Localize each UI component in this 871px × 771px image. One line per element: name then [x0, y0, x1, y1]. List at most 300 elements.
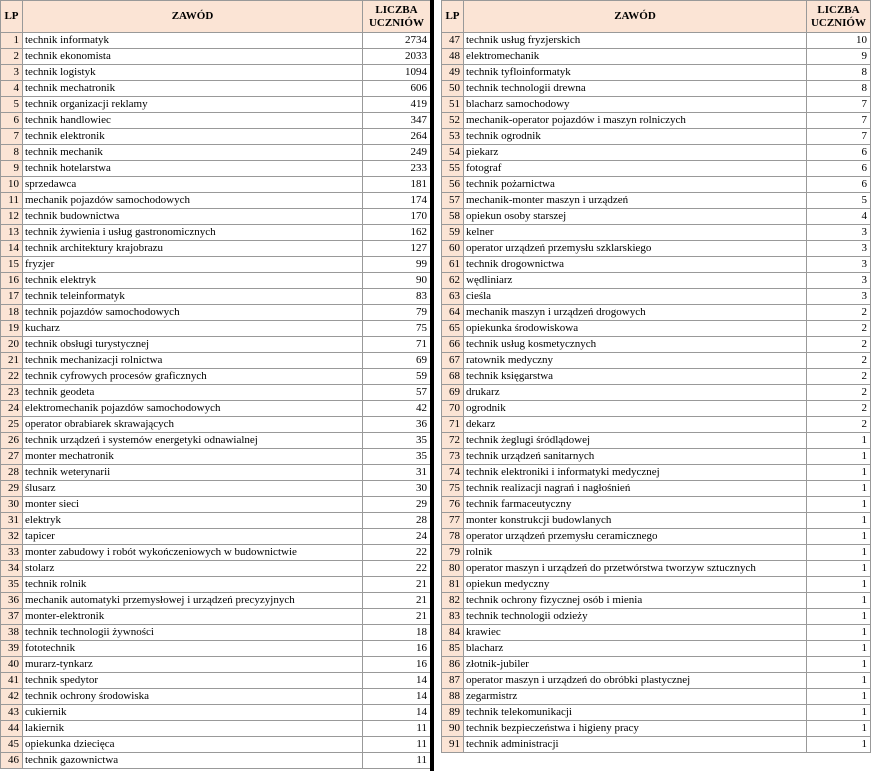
row-student-count: 1	[807, 561, 871, 577]
table-row	[442, 529, 871, 545]
row-lp: 19	[1, 321, 23, 337]
table-row	[442, 193, 871, 209]
row-occupation: kelner	[464, 225, 807, 241]
row-occupation: technik handlowiec	[23, 113, 363, 129]
table-row	[442, 673, 871, 689]
table-row	[1, 545, 431, 561]
row-student-count: 2	[807, 401, 871, 417]
header-lp: LP	[442, 1, 464, 33]
row-occupation: technik ochrony fizycznej osób i mienia	[464, 593, 807, 609]
table-row	[1, 129, 431, 145]
row-occupation: krawiec	[464, 625, 807, 641]
row-occupation: elektromechanik pojazdów samochodowych	[23, 401, 363, 417]
row-student-count: 1	[807, 497, 871, 513]
table-row	[442, 721, 871, 737]
row-occupation: lakiernik	[23, 721, 363, 737]
header-liczba	[363, 1, 431, 33]
row-student-count: 21	[363, 593, 431, 609]
row-lp: 27	[1, 449, 23, 465]
row-occupation: technik elektroniki i informatyki medycznej	[464, 465, 807, 481]
row-occupation: stolarz	[23, 561, 363, 577]
row-lp: 51	[442, 97, 464, 113]
row-occupation: technik księgarstwa	[464, 369, 807, 385]
table-row	[442, 289, 871, 305]
row-occupation: technik organizacji reklamy	[23, 97, 363, 113]
row-lp: 76	[442, 497, 464, 513]
row-lp: 72	[442, 433, 464, 449]
table-row	[1, 65, 431, 81]
row-student-count: 1	[807, 545, 871, 561]
row-occupation: technik usług fryzjerskich	[464, 33, 807, 49]
row-lp: 71	[442, 417, 464, 433]
row-student-count: 7	[807, 129, 871, 145]
row-occupation: elektryk	[23, 513, 363, 529]
table-row	[442, 145, 871, 161]
row-lp: 7	[1, 129, 23, 145]
row-student-count: 174	[363, 193, 431, 209]
table-row	[1, 625, 431, 641]
row-occupation: monter-elektronik	[23, 609, 363, 625]
table-row	[1, 385, 431, 401]
row-lp: 14	[1, 241, 23, 257]
table-row	[1, 529, 431, 545]
row-student-count: 75	[363, 321, 431, 337]
table-row	[442, 385, 871, 401]
table-row	[442, 497, 871, 513]
row-student-count: 1	[807, 689, 871, 705]
table-row	[442, 401, 871, 417]
row-lp: 81	[442, 577, 464, 593]
row-occupation: technik obsługi turystycznej	[23, 337, 363, 353]
table-row	[1, 49, 431, 65]
table-row	[442, 257, 871, 273]
row-occupation: technik tyfloinformatyk	[464, 65, 807, 81]
row-student-count: 8	[807, 65, 871, 81]
row-lp: 84	[442, 625, 464, 641]
table-row	[442, 577, 871, 593]
row-occupation: murarz-tynkarz	[23, 657, 363, 673]
row-occupation: mechanik automatyki przemysłowej i urządzeń precyzyjnych	[23, 593, 363, 609]
row-lp: 59	[442, 225, 464, 241]
row-student-count: 2734	[363, 33, 431, 49]
table-row	[1, 641, 431, 657]
row-lp: 8	[1, 145, 23, 161]
row-lp: 21	[1, 353, 23, 369]
row-student-count: 2	[807, 353, 871, 369]
row-student-count: 22	[363, 545, 431, 561]
row-occupation: technik bezpieczeństwa i higieny pracy	[464, 721, 807, 737]
row-occupation: ratownik medyczny	[464, 353, 807, 369]
row-occupation: mechanik maszyn i urządzeń drogowych	[464, 305, 807, 321]
row-occupation: rolnik	[464, 545, 807, 561]
table-left-body	[1, 33, 431, 769]
table-row	[1, 481, 431, 497]
row-student-count: 2	[807, 385, 871, 401]
row-student-count: 6	[807, 145, 871, 161]
row-lp: 1	[1, 33, 23, 49]
row-lp: 60	[442, 241, 464, 257]
table-right	[441, 0, 871, 753]
row-student-count: 2	[807, 417, 871, 433]
row-student-count: 31	[363, 465, 431, 481]
table-row	[442, 353, 871, 369]
table-left	[0, 0, 431, 769]
row-student-count: 30	[363, 481, 431, 497]
row-occupation: technik technologii żywności	[23, 625, 363, 641]
row-occupation: mechanik-monter maszyn i urządzeń	[464, 193, 807, 209]
table-row	[442, 465, 871, 481]
table-row	[1, 81, 431, 97]
row-student-count: 4	[807, 209, 871, 225]
row-lp: 53	[442, 129, 464, 145]
row-lp: 48	[442, 49, 464, 65]
table-row	[1, 33, 431, 49]
row-occupation: technik żywienia i usług gastronomicznych	[23, 225, 363, 241]
row-occupation: mechanik-operator pojazdów i maszyn rolniczych	[464, 113, 807, 129]
row-lp: 61	[442, 257, 464, 273]
row-occupation: ogrodnik	[464, 401, 807, 417]
table-row	[442, 225, 871, 241]
row-student-count: 42	[363, 401, 431, 417]
row-occupation: monter mechatronik	[23, 449, 363, 465]
table-row	[442, 177, 871, 193]
row-student-count: 16	[363, 657, 431, 673]
row-lp: 11	[1, 193, 23, 209]
row-occupation: technik mechanik	[23, 145, 363, 161]
row-lp: 10	[1, 177, 23, 193]
row-lp: 34	[1, 561, 23, 577]
row-lp: 62	[442, 273, 464, 289]
row-student-count: 28	[363, 513, 431, 529]
row-student-count: 1	[807, 465, 871, 481]
row-occupation: monter zabudowy i robót wykończeniowych w budownictwie	[23, 545, 363, 561]
row-lp: 17	[1, 289, 23, 305]
row-lp: 15	[1, 257, 23, 273]
row-student-count: 1	[807, 673, 871, 689]
row-student-count: 1	[807, 433, 871, 449]
row-occupation: technik logistyk	[23, 65, 363, 81]
row-occupation: technik weterynarii	[23, 465, 363, 481]
table-row	[442, 33, 871, 49]
column-divider	[430, 0, 434, 771]
table-row	[442, 641, 871, 657]
row-student-count: 3	[807, 257, 871, 273]
row-lp: 43	[1, 705, 23, 721]
row-lp: 75	[442, 481, 464, 497]
row-occupation: technik hotelarstwa	[23, 161, 363, 177]
table-row	[442, 97, 871, 113]
row-student-count: 1094	[363, 65, 431, 81]
table-row	[442, 273, 871, 289]
row-lp: 9	[1, 161, 23, 177]
row-lp: 74	[442, 465, 464, 481]
table-row	[442, 337, 871, 353]
table-row	[1, 417, 431, 433]
row-lp: 46	[1, 753, 23, 769]
row-occupation: opiekun medyczny	[464, 577, 807, 593]
row-student-count: 1	[807, 577, 871, 593]
table-row	[442, 657, 871, 673]
row-student-count: 9	[807, 49, 871, 65]
row-lp: 22	[1, 369, 23, 385]
header-liczba-line2: UCZNIÓW	[368, 16, 424, 29]
row-student-count: 18	[363, 625, 431, 641]
row-lp: 67	[442, 353, 464, 369]
row-lp: 16	[1, 273, 23, 289]
row-occupation: technik rolnik	[23, 577, 363, 593]
table-row	[442, 609, 871, 625]
row-student-count: 264	[363, 129, 431, 145]
row-occupation: opiekunka środowiskowa	[464, 321, 807, 337]
row-occupation: technik drogownictwa	[464, 257, 807, 273]
row-lp: 2	[1, 49, 23, 65]
row-student-count: 21	[363, 609, 431, 625]
header-zawod: ZAWÓD	[23, 1, 363, 33]
table-row	[442, 209, 871, 225]
row-student-count: 83	[363, 289, 431, 305]
row-student-count: 1	[807, 705, 871, 721]
row-student-count: 1	[807, 481, 871, 497]
row-student-count: 24	[363, 529, 431, 545]
row-lp: 69	[442, 385, 464, 401]
table-right-body	[442, 33, 871, 753]
table-row	[1, 113, 431, 129]
row-student-count: 6	[807, 161, 871, 177]
row-lp: 79	[442, 545, 464, 561]
row-occupation: operator maszyn i urządzeń do przetwórstwa tworzyw sztucznych	[464, 561, 807, 577]
row-student-count: 1	[807, 625, 871, 641]
row-lp: 87	[442, 673, 464, 689]
row-student-count: 1	[807, 737, 871, 753]
row-occupation: technik usług kosmetycznych	[464, 337, 807, 353]
table-row	[442, 513, 871, 529]
row-occupation: technik informatyk	[23, 33, 363, 49]
row-occupation: złotnik-jubiler	[464, 657, 807, 673]
table-row	[1, 145, 431, 161]
row-occupation: monter sieci	[23, 497, 363, 513]
row-lp: 58	[442, 209, 464, 225]
table-row	[1, 465, 431, 481]
row-student-count: 170	[363, 209, 431, 225]
row-student-count: 1	[807, 529, 871, 545]
row-lp: 88	[442, 689, 464, 705]
table-row	[1, 177, 431, 193]
row-lp: 89	[442, 705, 464, 721]
table-row	[1, 273, 431, 289]
row-student-count: 79	[363, 305, 431, 321]
row-student-count: 29	[363, 497, 431, 513]
row-student-count: 59	[363, 369, 431, 385]
header-liczba-line1: LICZBA	[375, 3, 418, 16]
row-occupation: opiekun osoby starszej	[464, 209, 807, 225]
table-row	[1, 673, 431, 689]
row-lp: 77	[442, 513, 464, 529]
table-row	[442, 305, 871, 321]
row-student-count: 7	[807, 97, 871, 113]
table-row	[442, 433, 871, 449]
table-row	[442, 369, 871, 385]
row-student-count: 1	[807, 513, 871, 529]
header-zawod: ZAWÓD	[464, 1, 807, 33]
row-lp: 3	[1, 65, 23, 81]
table-row	[442, 545, 871, 561]
table-row	[442, 81, 871, 97]
row-occupation: technik żeglugi śródlądowej	[464, 433, 807, 449]
row-occupation: elektromechanik	[464, 49, 807, 65]
table-row	[1, 705, 431, 721]
row-student-count: 71	[363, 337, 431, 353]
row-student-count: 3	[807, 225, 871, 241]
row-student-count: 2	[807, 305, 871, 321]
row-occupation: technik elektronik	[23, 129, 363, 145]
row-lp: 57	[442, 193, 464, 209]
table-row	[442, 737, 871, 753]
row-occupation: technik budownictwa	[23, 209, 363, 225]
table-row	[1, 353, 431, 369]
header-lp: LP	[1, 1, 23, 33]
row-occupation: piekarz	[464, 145, 807, 161]
row-occupation: technik telekomunikacji	[464, 705, 807, 721]
row-lp: 82	[442, 593, 464, 609]
row-lp: 70	[442, 401, 464, 417]
table-row	[1, 257, 431, 273]
row-lp: 37	[1, 609, 23, 625]
row-student-count: 2	[807, 321, 871, 337]
row-lp: 78	[442, 529, 464, 545]
row-lp: 30	[1, 497, 23, 513]
row-student-count: 3	[807, 289, 871, 305]
row-occupation: technik ekonomista	[23, 49, 363, 65]
row-student-count: 21	[363, 577, 431, 593]
row-occupation: technik pożarnictwa	[464, 177, 807, 193]
row-lp: 38	[1, 625, 23, 641]
row-student-count: 14	[363, 689, 431, 705]
row-lp: 55	[442, 161, 464, 177]
row-occupation: technik teleinformatyk	[23, 289, 363, 305]
row-occupation: technik mechanizacji rolnictwa	[23, 353, 363, 369]
table-row	[442, 49, 871, 65]
row-lp: 91	[442, 737, 464, 753]
row-occupation: technik ogrodnik	[464, 129, 807, 145]
row-lp: 31	[1, 513, 23, 529]
row-lp: 12	[1, 209, 23, 225]
table-row	[442, 625, 871, 641]
row-lp: 42	[1, 689, 23, 705]
row-occupation: technik cyfrowych procesów graficznych	[23, 369, 363, 385]
row-occupation: technik architektury krajobrazu	[23, 241, 363, 257]
row-lp: 40	[1, 657, 23, 673]
row-lp: 47	[442, 33, 464, 49]
row-student-count: 419	[363, 97, 431, 113]
row-lp: 32	[1, 529, 23, 545]
row-lp: 65	[442, 321, 464, 337]
table-row	[442, 113, 871, 129]
row-lp: 86	[442, 657, 464, 673]
row-lp: 33	[1, 545, 23, 561]
row-student-count: 99	[363, 257, 431, 273]
row-student-count: 35	[363, 449, 431, 465]
row-occupation: technik mechatronik	[23, 81, 363, 97]
table-row	[1, 193, 431, 209]
row-lp: 36	[1, 593, 23, 609]
row-lp: 28	[1, 465, 23, 481]
row-student-count: 6	[807, 177, 871, 193]
row-student-count: 11	[363, 753, 431, 769]
row-lp: 35	[1, 577, 23, 593]
row-occupation: technik urządzeń i systemów energetyki odnawialnej	[23, 433, 363, 449]
row-lp: 66	[442, 337, 464, 353]
row-student-count: 3	[807, 241, 871, 257]
row-occupation: opiekunka dziecięca	[23, 737, 363, 753]
table-row	[1, 721, 431, 737]
row-student-count: 5	[807, 193, 871, 209]
row-occupation: operator urządzeń przemysłu szklarskiego	[464, 241, 807, 257]
row-student-count: 16	[363, 641, 431, 657]
table-row	[1, 225, 431, 241]
table-row	[1, 161, 431, 177]
row-student-count: 249	[363, 145, 431, 161]
row-student-count: 22	[363, 561, 431, 577]
row-occupation: drukarz	[464, 385, 807, 401]
row-lp: 90	[442, 721, 464, 737]
table-row	[1, 369, 431, 385]
row-occupation: zegarmistrz	[464, 689, 807, 705]
row-lp: 54	[442, 145, 464, 161]
row-student-count: 162	[363, 225, 431, 241]
row-lp: 39	[1, 641, 23, 657]
row-student-count: 233	[363, 161, 431, 177]
row-occupation: monter konstrukcji budowlanych	[464, 513, 807, 529]
table-row	[442, 593, 871, 609]
header-liczba	[807, 1, 871, 33]
header-row	[442, 1, 871, 33]
row-student-count: 57	[363, 385, 431, 401]
row-occupation: cieśla	[464, 289, 807, 305]
table-row	[442, 65, 871, 81]
row-student-count: 1	[807, 657, 871, 673]
row-student-count: 11	[363, 721, 431, 737]
row-student-count: 1	[807, 641, 871, 657]
row-occupation: dekarz	[464, 417, 807, 433]
row-occupation: operator maszyn i urządzeń do obróbki plastycznej	[464, 673, 807, 689]
table-row	[1, 513, 431, 529]
row-lp: 63	[442, 289, 464, 305]
table-row	[442, 449, 871, 465]
row-occupation: technik geodeta	[23, 385, 363, 401]
table-row	[1, 321, 431, 337]
row-lp: 29	[1, 481, 23, 497]
row-lp: 4	[1, 81, 23, 97]
row-occupation: technik elektryk	[23, 273, 363, 289]
row-student-count: 347	[363, 113, 431, 129]
table-row	[442, 417, 871, 433]
row-lp: 64	[442, 305, 464, 321]
row-lp: 41	[1, 673, 23, 689]
row-occupation: technik gazownictwa	[23, 753, 363, 769]
table-row	[1, 289, 431, 305]
row-occupation: operator urządzeń przemysłu ceramicznego	[464, 529, 807, 545]
row-lp: 20	[1, 337, 23, 353]
table-row	[1, 97, 431, 113]
table-row	[1, 753, 431, 769]
row-occupation: technik realizacji nagrań i nagłośnień	[464, 481, 807, 497]
row-occupation: wędliniarz	[464, 273, 807, 289]
row-occupation: tapicer	[23, 529, 363, 545]
table-row	[1, 657, 431, 673]
row-lp: 49	[442, 65, 464, 81]
row-lp: 25	[1, 417, 23, 433]
table-row	[442, 561, 871, 577]
